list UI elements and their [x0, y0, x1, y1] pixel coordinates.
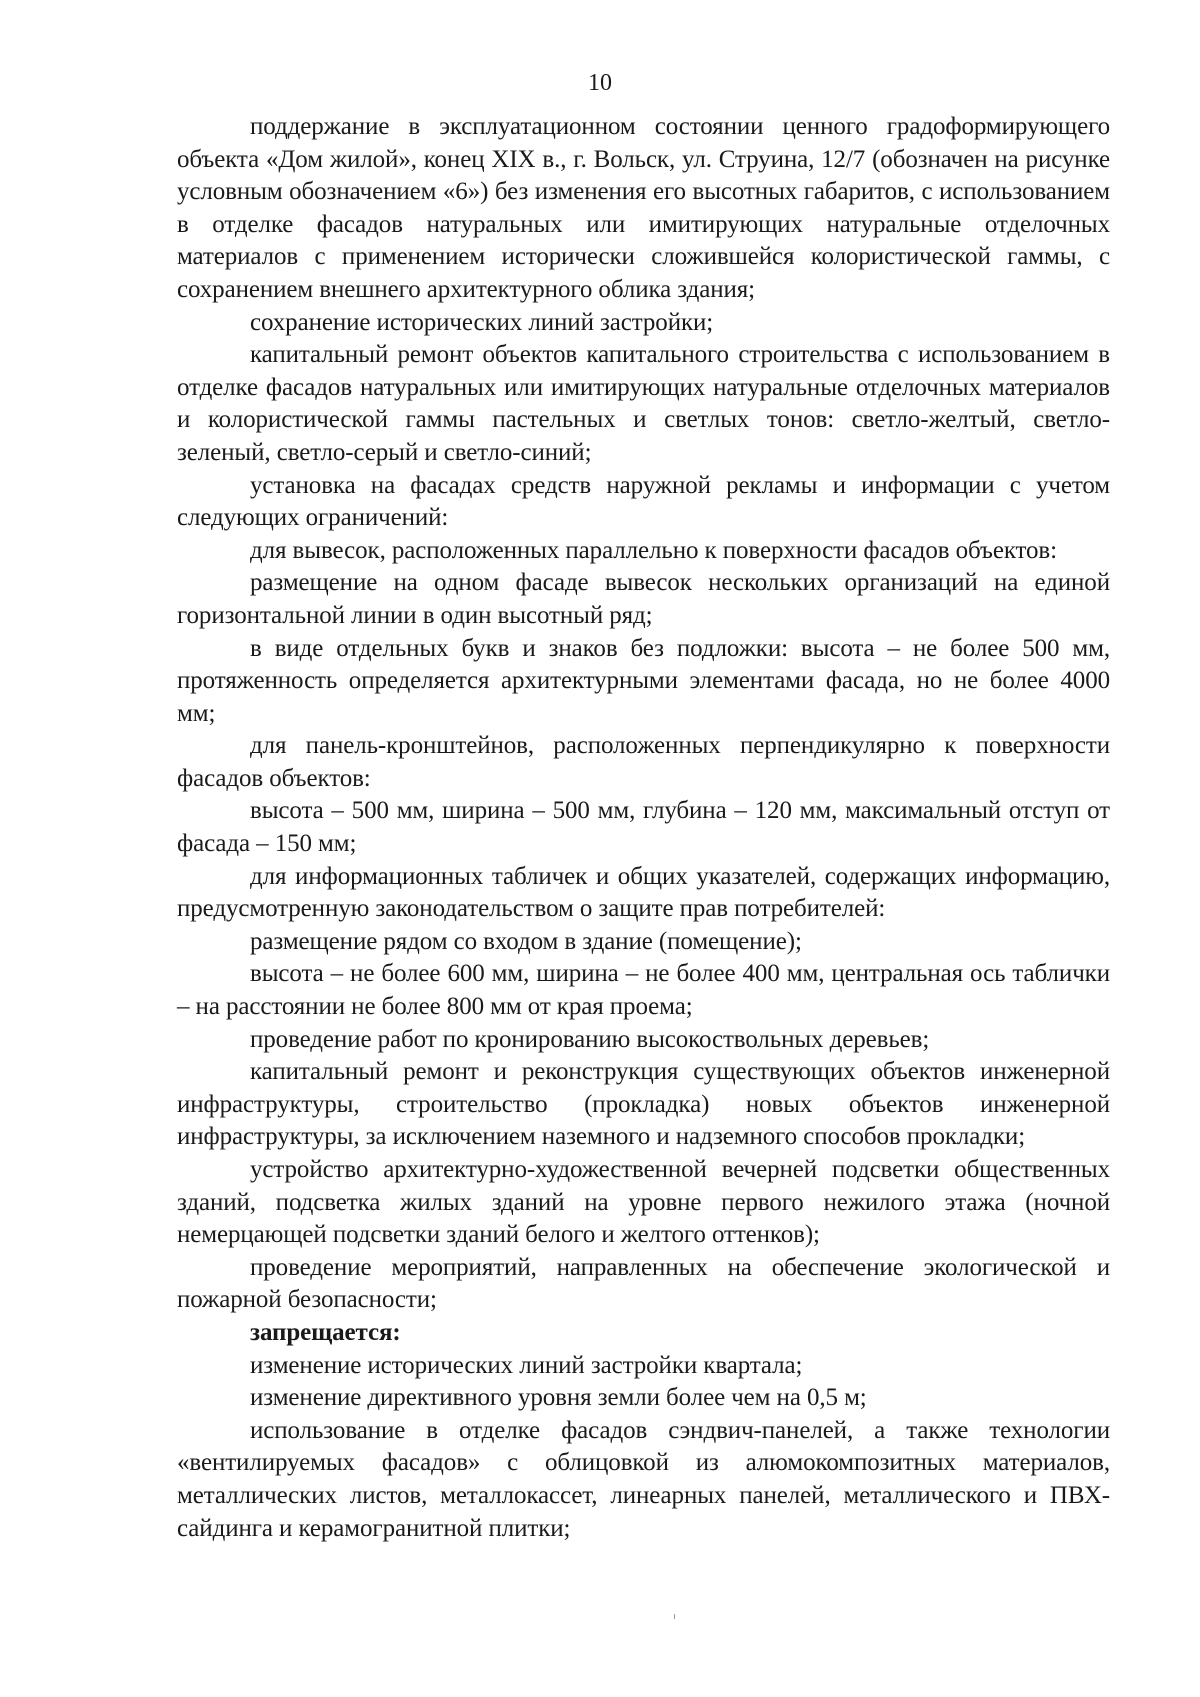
- paragraph: проведение работ по кронированию высокоствольных деревьев;: [250, 1025, 930, 1053]
- paragraph: использование в отделке фасадов сэндвич-панелей, а также технологии «вентилируемых фасадов» с облицовкой из алюмокомпозитных материалов, металлических листов, металлокассет, линеарных панелей, металлического и ПВХ-сайдинга и керамогранитной плитки;: [177, 1416, 1110, 1542]
- paragraph: устройство архитектурно-художественной вечерней подсветки общественных зданий, подсветка жилых зданий на уровне первого нежилого этажа (ночной немерцающей подсветки зданий белого и желтого оттенков);: [177, 1156, 1110, 1249]
- paragraph: для информационных табличек и общих указателей, содержащих информацию, предусмотренную законодательством о защите прав потребителей:: [177, 862, 1110, 923]
- paragraph: для панель-кронштейнов, расположенных перпендикулярно к поверхности фасадов объектов:: [177, 732, 1110, 792]
- paragraph: в виде отдельных букв и знаков без подложки: высота – не более 500 мм, протяженность определяется архитектурными элементами фасада, но не более 4000 мм;: [177, 634, 1110, 727]
- paragraph: высота – 500 мм, ширина – 500 мм, глубина – 120 мм, максимальный отступ от фасада – 150 мм;: [177, 797, 1110, 858]
- document-body: [177, 111, 1110, 1545]
- paragraph: проведение мероприятий, направленных на обеспечение экологической и пожарной безопасности;: [177, 1253, 1110, 1314]
- page-number: 10: [588, 70, 612, 96]
- paragraph: капитальный ремонт и реконструкция существующих объектов инженерной инфраструктуры, строительство (прокладка) новых объектов инженерной инфраструктуры, за исключением наземного и надземного способов прокладки;: [177, 1058, 1110, 1151]
- section-heading-prohibited: запрещается:: [250, 1318, 401, 1346]
- paragraph: размещение рядом со входом в здание (помещение);: [250, 927, 802, 955]
- paragraph: поддержание в эксплуатационном состоянии ценного градоформирующего объекта «Дом жилой», конец XIX в., г. Вольск, ул. Струина, 12/7 (обозначен на рисунке условным обозначением «6») без изменения его высотных габаритов, с использованием в отделке фасадов натуральных или имитирующих натуральные отделочных материалов с применением исторически сложившейся колористической гаммы, с сохранением внешнего архитектурного облика здания;: [177, 113, 1110, 303]
- paragraph: изменение директивного уровня земли более чем на 0,5 м;: [250, 1384, 867, 1412]
- paragraph: капитальный ремонт объектов капитального строительства с использованием в отделке фасадов натуральных или имитирующих натуральные отделочных материалов и колористической гаммы пастельных и светлых тонов: светло-желтый, светло-зеленый, светло-серый и светло-синий;: [177, 341, 1110, 466]
- paragraph: размещение на одном фасаде вывесок нескольких организаций на единой горизонтальной линии в один высотный ряд;: [177, 569, 1110, 629]
- paragraph: сохранение исторических линий застройки;: [250, 308, 714, 336]
- paragraph: для вывесок, расположенных параллельно к поверхности фасадов объектов:: [250, 536, 1057, 564]
- paragraph: высота – не более 600 мм, ширина – не более 400 мм, центральная ось таблички – на расстоянии не более 800 мм от края проема;: [177, 960, 1110, 1021]
- paragraph: изменение исторических линий застройки квартала;: [250, 1351, 803, 1379]
- paragraph: установка на фасадах средств наружной рекламы и информации с учетом следующих ограничений:: [177, 471, 1110, 532]
- scan-speck: [674, 1614, 675, 1619]
